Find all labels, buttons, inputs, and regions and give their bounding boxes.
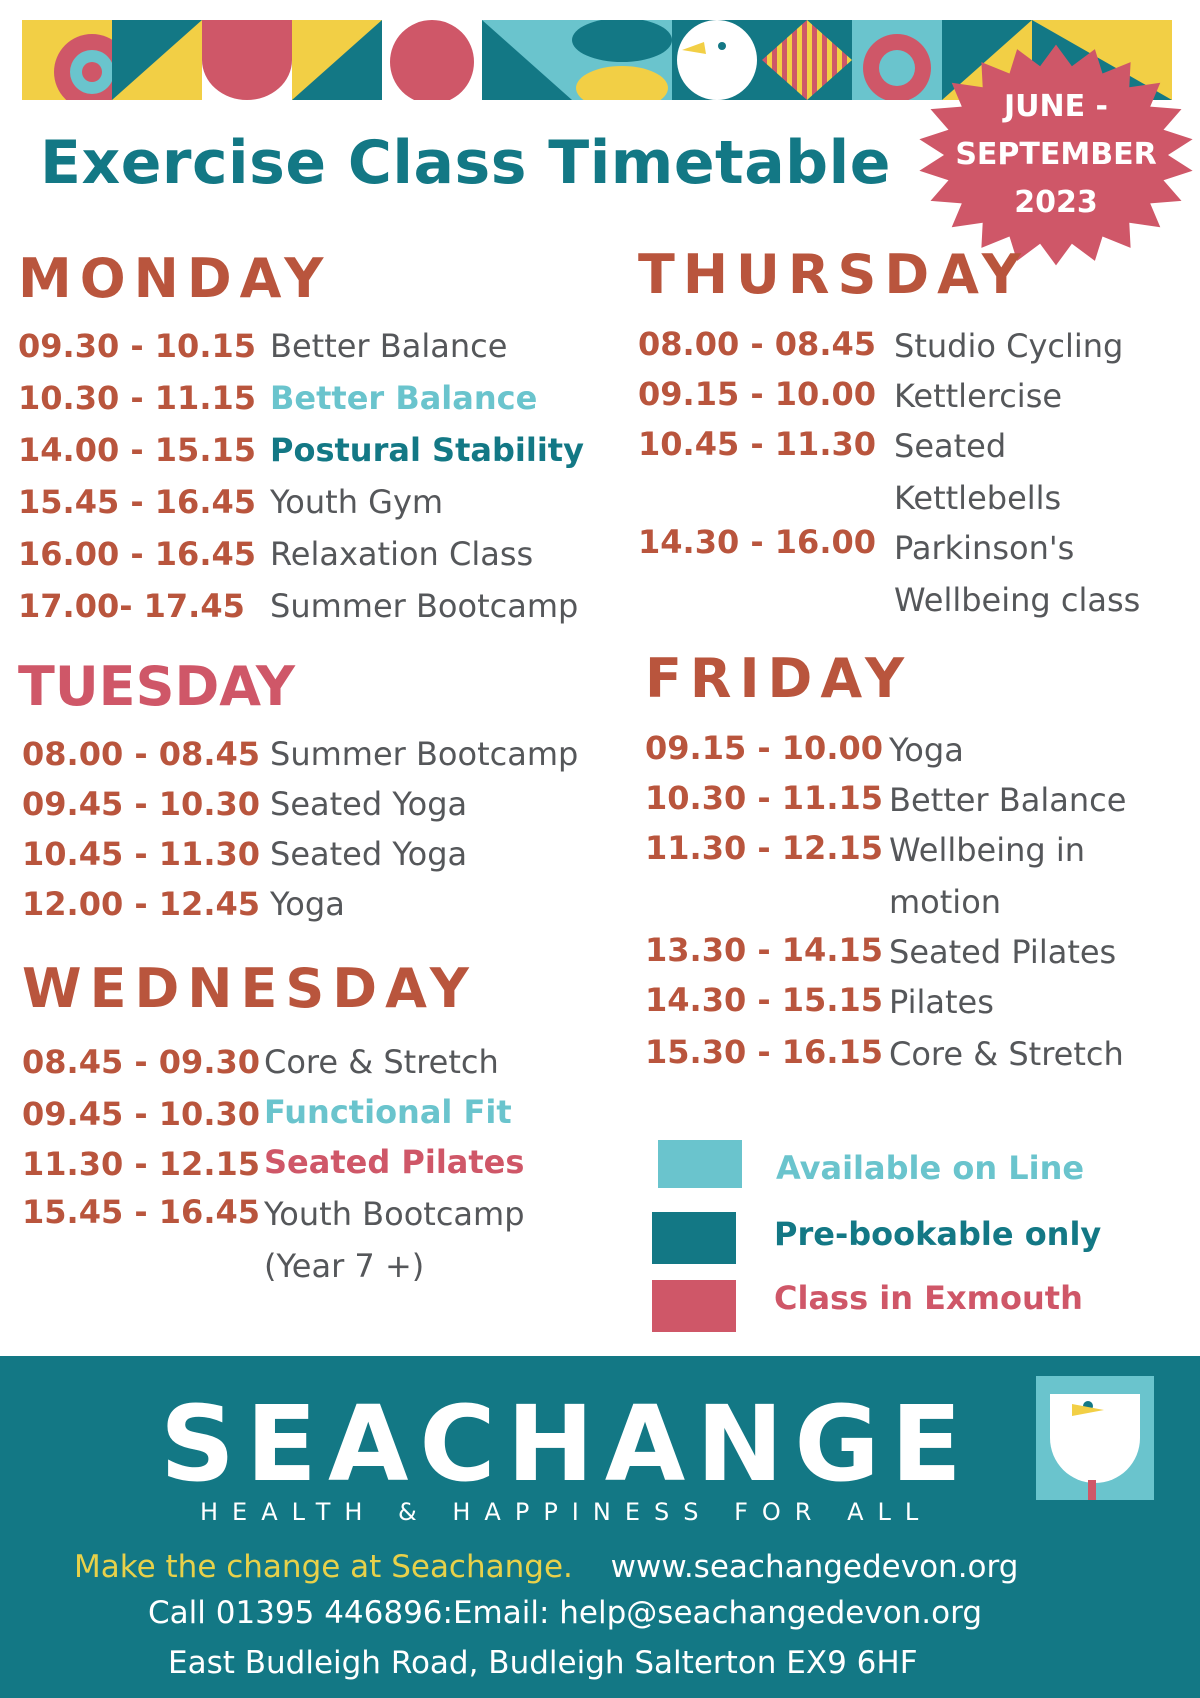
class-name: Youth Gym [270, 483, 444, 521]
time-slot: 13.30 - 14.15 [645, 931, 883, 969]
brand-logo-text: SEACHANGE [160, 1383, 973, 1505]
time-slot: 09.45 - 10.30 [22, 785, 260, 823]
class-name: Pilates [889, 983, 994, 1021]
class-name: Wellbeing in [889, 831, 1086, 869]
class-name: Postural Stability [270, 431, 584, 469]
time-slot: 09.15 - 10.00 [638, 375, 876, 413]
legend-swatch-online [658, 1140, 742, 1188]
website-link[interactable]: www.seachangedevon.org [610, 1549, 1019, 1585]
time-slot: 11.30 - 12.15 [22, 1145, 260, 1183]
class-name-continued: motion [889, 883, 1002, 921]
footer [0, 1356, 1200, 1698]
class-name: Seated Pilates [889, 933, 1117, 971]
time-slot: 15.30 - 16.15 [645, 1033, 883, 1071]
time-slot: 08.45 - 09.30 [22, 1043, 260, 1081]
day-heading-thursday: THURSDAY [638, 243, 1029, 306]
class-name: Yoga [270, 885, 345, 923]
time-slot: 09.30 - 10.15 [18, 327, 256, 365]
time-slot: 15.45 - 16.45 [18, 483, 256, 521]
class-name: Seated [894, 427, 1007, 465]
class-name-continued: Kettlebells [894, 479, 1062, 517]
page-title: Exercise Class Timetable [40, 128, 891, 198]
day-heading-wednesday: WEDNESDAY [22, 957, 477, 1020]
time-slot: 08.00 - 08.45 [22, 735, 260, 773]
class-name: Better Balance [889, 781, 1127, 819]
time-slot: 11.30 - 12.15 [645, 829, 883, 867]
class-name: Better Balance [270, 379, 538, 417]
class-name-continued: (Year 7 +) [264, 1247, 425, 1285]
time-slot: 15.45 - 16.45 [22, 1193, 260, 1231]
legend-swatch-prebook [652, 1212, 736, 1264]
footer-contact: Call 01395 446896:Email: help@seachangedevon.org [148, 1595, 983, 1631]
day-heading-monday: MONDAY [18, 247, 332, 310]
class-name: Functional Fit [264, 1093, 512, 1131]
time-slot: 09.15 - 10.00 [645, 729, 883, 767]
class-name: Core & Stretch [264, 1043, 499, 1081]
time-slot: 10.30 - 11.15 [18, 379, 256, 417]
class-name: Better Balance [270, 327, 508, 365]
time-slot: 16.00 - 16.45 [18, 535, 256, 573]
class-name: Seated Yoga [270, 785, 468, 823]
class-name: Parkinson's [894, 529, 1075, 567]
time-slot: 14.00 - 15.15 [18, 431, 256, 469]
footer-slogan: Make the change at Seachange. [74, 1549, 573, 1585]
time-slot: 14.30 - 16.00 [638, 523, 876, 561]
date-badge [910, 42, 1200, 268]
time-slot: 12.00 - 12.45 [22, 885, 260, 923]
class-name: Core & Stretch [889, 1035, 1124, 1073]
class-name: Summer Bootcamp [270, 735, 579, 773]
footer-line-slogan [74, 1549, 1019, 1585]
class-name-continued: Wellbeing class [894, 581, 1141, 619]
color-legend [650, 1140, 1170, 1340]
class-name: Kettlercise [894, 377, 1063, 415]
class-name: Studio Cycling [894, 327, 1124, 365]
time-slot: 08.00 - 08.45 [638, 325, 876, 363]
date-badge-line3: 2023 [1014, 185, 1098, 220]
seagull-logo-icon [1036, 1376, 1154, 1500]
legend-swatch-exmouth [652, 1280, 736, 1332]
time-slot: 09.45 - 10.30 [22, 1095, 260, 1133]
time-slot: 10.45 - 11.30 [638, 425, 876, 463]
legend-label-prebook: Pre-bookable only [774, 1215, 1102, 1253]
time-slot: 10.30 - 11.15 [645, 779, 883, 817]
date-badge-line2: SEPTEMBER [955, 137, 1157, 172]
day-heading-tuesday: TUESDAY [18, 655, 296, 718]
date-badge-line1: JUNE - [1003, 89, 1109, 124]
legend-label-online: Available on Line [776, 1149, 1085, 1187]
class-name: Summer Bootcamp [270, 587, 579, 625]
time-slot: 14.30 - 15.15 [645, 981, 883, 1019]
class-name: Youth Bootcamp [264, 1195, 525, 1233]
class-name: Relaxation Class [270, 535, 534, 573]
brand-tagline: HEALTH & HAPPINESS FOR ALL [200, 1498, 933, 1526]
class-name: Seated Yoga [270, 835, 468, 873]
footer-address: East Budleigh Road, Budleigh Salterton EX9 6HF [168, 1645, 918, 1681]
class-name: Seated Pilates [264, 1143, 525, 1181]
legend-label-exmouth: Class in Exmouth [774, 1279, 1083, 1317]
day-heading-friday: FRIDAY [645, 647, 913, 710]
time-slot: 10.45 - 11.30 [22, 835, 260, 873]
class-name: Yoga [889, 731, 964, 769]
time-slot: 17.00- 17.45 [18, 587, 245, 625]
